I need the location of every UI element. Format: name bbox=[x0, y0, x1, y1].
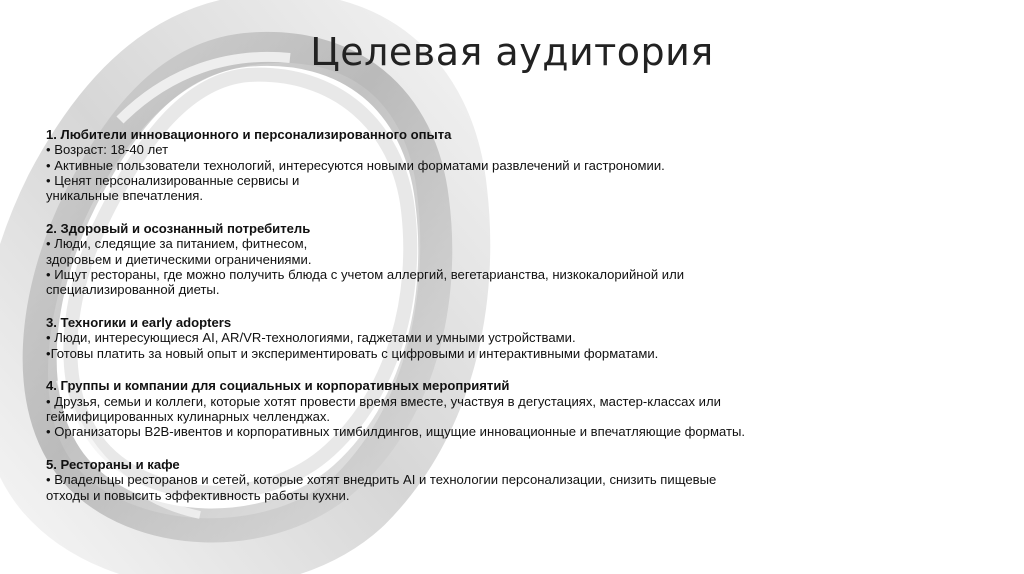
group-heading: 1. Любители инновационного и персонализированного опыта bbox=[46, 127, 452, 142]
audience-group-4 bbox=[46, 378, 946, 439]
group-line: геймифицированных кулинарных челленджах. bbox=[46, 408, 331, 424]
group-heading: 2. Здоровый и осознанный потребитель bbox=[46, 220, 311, 236]
group-line: • Владельцы ресторанов и сетей, которые хотят внедрить AI и технологии персонализации, снизить пищевые bbox=[46, 472, 717, 488]
group-heading: 3. Техногики и early adopters bbox=[46, 314, 232, 330]
group-line: • Ценят персонализированные сервисы и bbox=[46, 172, 300, 188]
group-line: • Люди, интересующиеся AI, AR/VR-технологиями, гаджетами и умными устройствами. bbox=[46, 330, 576, 346]
group-line: • Друзья, семьи и коллеги, которые хотят провести время вместе, участвуя в дегустациях, мастер-классах или bbox=[46, 393, 721, 409]
group-line: •Готовы платить за новый опыт и экспериментировать с цифровыми и интерактивными форматами. bbox=[46, 345, 659, 361]
group-heading: 5. Рестораны и кафе bbox=[46, 457, 180, 473]
group-line: отходы и повысить эффективность работы кухни. bbox=[46, 487, 350, 503]
audience-group-3 bbox=[46, 315, 946, 361]
audience-group-2 bbox=[46, 221, 946, 297]
group-line: уникальные впечатления. bbox=[46, 188, 204, 204]
group-line: • Организаторы B2B-ивентов и корпоративных тимбилдингов, ищущие инновационные и впечатляющие форматы. bbox=[46, 424, 746, 440]
group-line: • Ищут рестораны, где можно получить блюда с учетом аллергий, вегетарианства, низкокалорийной или bbox=[46, 266, 685, 282]
group-heading: 4. Группы и компании для социальных и корпоративных мероприятий bbox=[46, 378, 510, 394]
group-line: • Возраст: 18-40 лет bbox=[46, 142, 169, 158]
group-line: здоровьем и диетическими ограничениями. bbox=[46, 251, 312, 267]
group-line: • Активные пользователи технологий, интересуются новыми форматами развлечений и гастрономии. bbox=[46, 157, 665, 173]
group-line: • Люди, следящие за питанием, фитнесом, bbox=[46, 236, 308, 252]
slide-title: Целевая аудитория bbox=[310, 30, 714, 74]
audience-group-1 bbox=[46, 127, 946, 203]
audience-list bbox=[46, 127, 946, 520]
group-line: специализированной диеты. bbox=[46, 282, 220, 298]
audience-group-5 bbox=[46, 457, 946, 503]
